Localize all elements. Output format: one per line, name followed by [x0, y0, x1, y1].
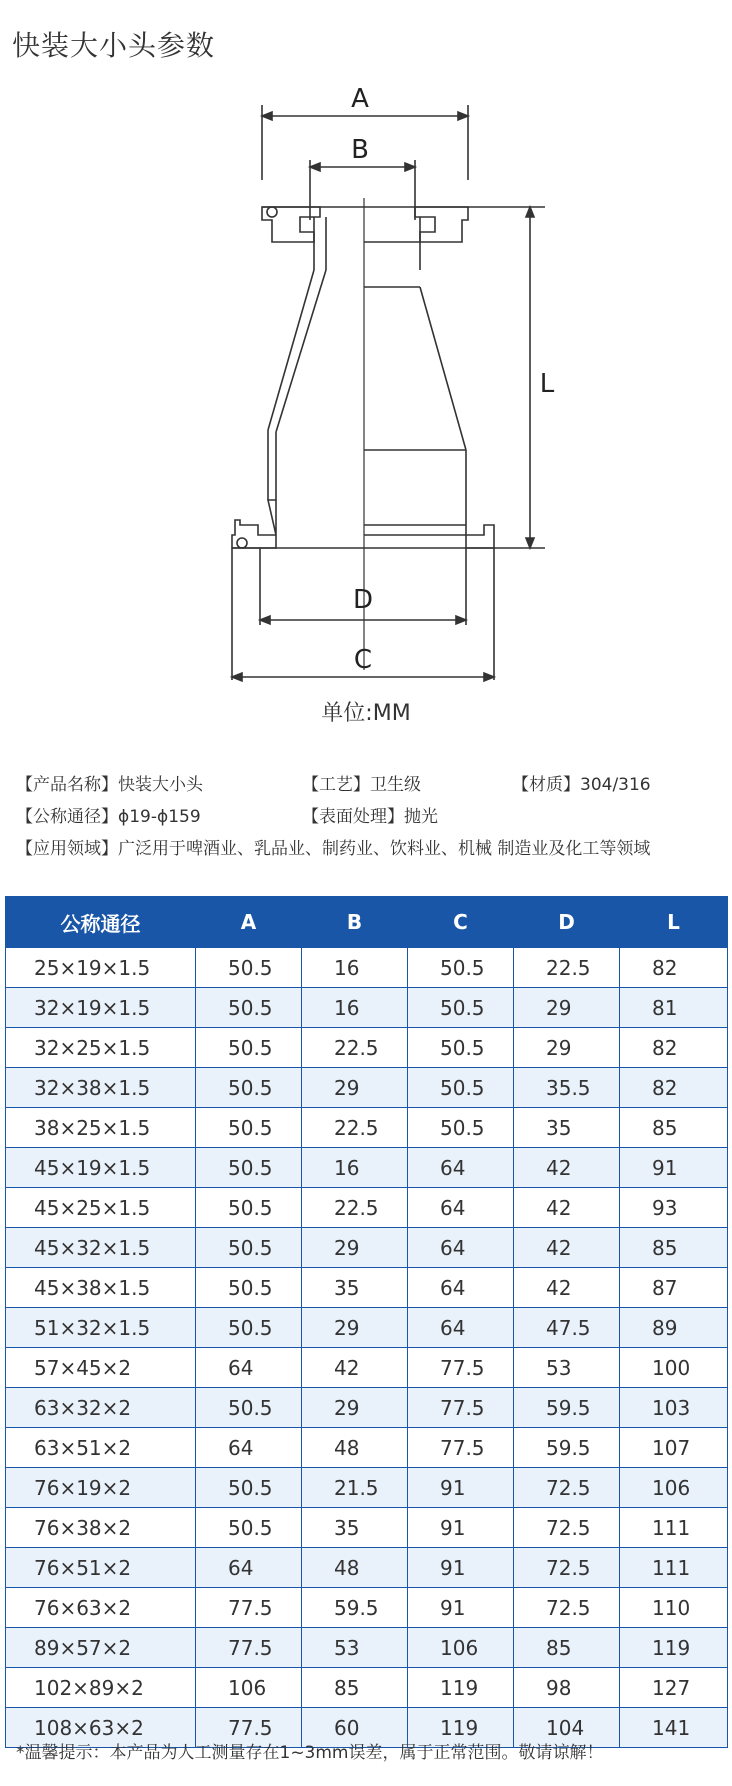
table-cell: 91: [620, 1148, 728, 1188]
table-cell: 25×19×1.5: [6, 948, 196, 988]
table-cell: 111: [620, 1548, 728, 1588]
table-cell: 64: [408, 1188, 514, 1228]
table-row: [6, 1508, 728, 1548]
header-l: L: [620, 897, 728, 948]
dim-b-label: B: [351, 135, 369, 165]
table-cell: 64: [408, 1228, 514, 1268]
table-row: [6, 1588, 728, 1628]
table-cell: 48: [302, 1548, 408, 1588]
table-cell: 50.5: [196, 1468, 302, 1508]
table-cell: 35: [302, 1268, 408, 1308]
table-cell: 50.5: [196, 1268, 302, 1308]
table-cell: 45×32×1.5: [6, 1228, 196, 1268]
table-cell: 91: [408, 1588, 514, 1628]
table-cell: 89×57×2: [6, 1628, 196, 1668]
table-cell: 107: [620, 1428, 728, 1468]
table-cell: 119: [408, 1708, 514, 1748]
table-cell: 50.5: [196, 1388, 302, 1428]
table-row: [6, 1108, 728, 1148]
table-cell: 32×19×1.5: [6, 988, 196, 1028]
table-cell: 91: [408, 1468, 514, 1508]
table-cell: 16: [302, 988, 408, 1028]
table-cell: 35: [302, 1508, 408, 1548]
header-c: C: [408, 897, 514, 948]
table-cell: 76×19×2: [6, 1468, 196, 1508]
table-cell: 16: [302, 948, 408, 988]
reducer-diagram: [0, 80, 732, 740]
table-cell: 22.5: [302, 1188, 408, 1228]
parameter-table: [5, 896, 728, 1748]
table-cell: 50.5: [196, 1108, 302, 1148]
table-row: [6, 1148, 728, 1188]
table-cell: 50.5: [196, 1028, 302, 1068]
table-cell: 72.5: [514, 1588, 620, 1628]
table-cell: 21.5: [302, 1468, 408, 1508]
header-nominal-diameter: 公称通径: [6, 897, 196, 948]
table-cell: 77.5: [408, 1388, 514, 1428]
table-cell: 93: [620, 1188, 728, 1228]
table-cell: 85: [302, 1668, 408, 1708]
table-cell: 81: [620, 988, 728, 1028]
table-row: [6, 1068, 728, 1108]
table-row: [6, 1028, 728, 1068]
table-cell: 45×19×1.5: [6, 1148, 196, 1188]
table-cell: 85: [620, 1228, 728, 1268]
application-label: 【应用领域】: [16, 839, 118, 859]
table-cell: 29: [302, 1388, 408, 1428]
table-cell: 127: [620, 1668, 728, 1708]
header-b: B: [302, 897, 408, 948]
table-cell: 64: [408, 1268, 514, 1308]
table-cell: 77.5: [408, 1428, 514, 1468]
table-cell: 106: [620, 1468, 728, 1508]
process-value: 卫生级: [370, 775, 421, 795]
dim-l-label: L: [539, 369, 555, 399]
table-cell: 63×32×2: [6, 1388, 196, 1428]
table-cell: 59.5: [514, 1428, 620, 1468]
table-cell: 50.5: [408, 988, 514, 1028]
product-name-label: 【产品名称】: [16, 775, 118, 795]
table-cell: 45×38×1.5: [6, 1268, 196, 1308]
table-cell: 32×38×1.5: [6, 1068, 196, 1108]
product-name-value: 快装大小头: [118, 775, 203, 795]
diameter-label: 【公称通径】: [16, 807, 118, 827]
table-cell: 87: [620, 1268, 728, 1308]
table-row: [6, 1428, 728, 1468]
table-cell: 50.5: [196, 1068, 302, 1108]
table-cell: 64: [196, 1428, 302, 1468]
application-value: 广泛用于啤酒业、乳品业、制药业、饮料业、机械 制造业及化工等领域: [118, 839, 651, 859]
table-row: [6, 1548, 728, 1588]
table-row: [6, 1348, 728, 1388]
table-cell: 45×25×1.5: [6, 1188, 196, 1228]
dim-c-label: C: [353, 645, 373, 675]
table-cell: 77.5: [196, 1708, 302, 1748]
table-cell: 64: [408, 1148, 514, 1188]
table-cell: 76×38×2: [6, 1508, 196, 1548]
table-cell: 22.5: [302, 1108, 408, 1148]
table-cell: 29: [514, 1028, 620, 1068]
table-cell: 77.5: [196, 1628, 302, 1668]
table-cell: 42: [302, 1348, 408, 1388]
table-cell: 16: [302, 1148, 408, 1188]
table-cell: 32×25×1.5: [6, 1028, 196, 1068]
table-cell: 108×63×2: [6, 1708, 196, 1748]
table-cell: 110: [620, 1588, 728, 1628]
surface-value: 抛光: [404, 807, 438, 827]
table-cell: 42: [514, 1188, 620, 1228]
table-cell: 50.5: [196, 948, 302, 988]
table-cell: 35: [514, 1108, 620, 1148]
table-cell: 50.5: [408, 1028, 514, 1068]
table-cell: 119: [408, 1668, 514, 1708]
table-cell: 77.5: [196, 1588, 302, 1628]
table-row: [6, 1308, 728, 1348]
table-cell: 103: [620, 1388, 728, 1428]
table-cell: 82: [620, 948, 728, 988]
diameter-value: ϕ19-ϕ159: [118, 807, 201, 827]
table-cell: 47.5: [514, 1308, 620, 1348]
table-row: [6, 1268, 728, 1308]
table-cell: 29: [302, 1068, 408, 1108]
table-cell: 29: [514, 988, 620, 1028]
table-cell: 59.5: [302, 1588, 408, 1628]
table-row: [6, 988, 728, 1028]
table-cell: 76×63×2: [6, 1588, 196, 1628]
table-cell: 111: [620, 1508, 728, 1548]
table-cell: 42: [514, 1148, 620, 1188]
table-cell: 82: [620, 1068, 728, 1108]
table-cell: 50.5: [408, 948, 514, 988]
table-cell: 64: [196, 1548, 302, 1588]
table-cell: 50.5: [196, 1148, 302, 1188]
table-row: [6, 1628, 728, 1668]
table-cell: 85: [620, 1108, 728, 1148]
table-cell: 38×25×1.5: [6, 1108, 196, 1148]
table-cell: 89: [620, 1308, 728, 1348]
table-cell: 77.5: [408, 1348, 514, 1388]
table-row: [6, 1388, 728, 1428]
page-title: 快装大小头参数: [12, 29, 216, 62]
table-cell: 53: [514, 1348, 620, 1388]
table-cell: 60: [302, 1708, 408, 1748]
table-cell: 100: [620, 1348, 728, 1388]
table-cell: 141: [620, 1708, 728, 1748]
table-row: [6, 1228, 728, 1268]
material-label: 【材质】: [512, 775, 580, 795]
table-cell: 91: [408, 1548, 514, 1588]
surface-label: 【表面处理】: [302, 807, 404, 827]
table-cell: 51×32×1.5: [6, 1308, 196, 1348]
header-a: A: [196, 897, 302, 948]
table-cell: 50.5: [196, 1188, 302, 1228]
unit-label: 单位:MM: [321, 701, 411, 726]
table-cell: 63×51×2: [6, 1428, 196, 1468]
table-cell: 35.5: [514, 1068, 620, 1108]
table-cell: 50.5: [196, 1508, 302, 1548]
table-row: [6, 948, 728, 988]
table-cell: 98: [514, 1668, 620, 1708]
table-cell: 42: [514, 1228, 620, 1268]
table-cell: 102×89×2: [6, 1668, 196, 1708]
table-cell: 64: [196, 1348, 302, 1388]
table-cell: 91: [408, 1508, 514, 1548]
table-cell: 50.5: [196, 1308, 302, 1348]
table-cell: 72.5: [514, 1468, 620, 1508]
table-cell: 42: [514, 1268, 620, 1308]
table-cell: 22.5: [514, 948, 620, 988]
table-cell: 72.5: [514, 1508, 620, 1548]
table-cell: 106: [408, 1628, 514, 1668]
table-cell: 57×45×2: [6, 1348, 196, 1388]
table-cell: 48: [302, 1428, 408, 1468]
table-row: [6, 1188, 728, 1228]
table-cell: 50.5: [408, 1068, 514, 1108]
table-cell: 106: [196, 1668, 302, 1708]
table-cell: 64: [408, 1308, 514, 1348]
dim-d-label: D: [352, 585, 374, 615]
table-cell: 29: [302, 1228, 408, 1268]
table-cell: 59.5: [514, 1388, 620, 1428]
table-header-row: [6, 897, 728, 948]
material-value: 304/316: [580, 775, 651, 795]
table-cell: 53: [302, 1628, 408, 1668]
table-cell: 119: [620, 1628, 728, 1668]
dim-a-label: A: [351, 84, 369, 114]
table-cell: 72.5: [514, 1548, 620, 1588]
table-cell: 50.5: [196, 988, 302, 1028]
header-d: D: [514, 897, 620, 948]
table-cell: 104: [514, 1708, 620, 1748]
table-cell: 50.5: [196, 1228, 302, 1268]
process-label: 【工艺】: [302, 775, 370, 795]
table-cell: 50.5: [408, 1108, 514, 1148]
table-row: [6, 1668, 728, 1708]
table-row: [6, 1468, 728, 1508]
table-cell: 22.5: [302, 1028, 408, 1068]
table-cell: 85: [514, 1628, 620, 1668]
table-cell: 82: [620, 1028, 728, 1068]
table-cell: 76×51×2: [6, 1548, 196, 1588]
disclaimer-note: *温馨提示：本产品为人工测量存在1~3mm误差，属于正常范围。敬请谅解！: [16, 1743, 604, 1763]
table-cell: 29: [302, 1308, 408, 1348]
